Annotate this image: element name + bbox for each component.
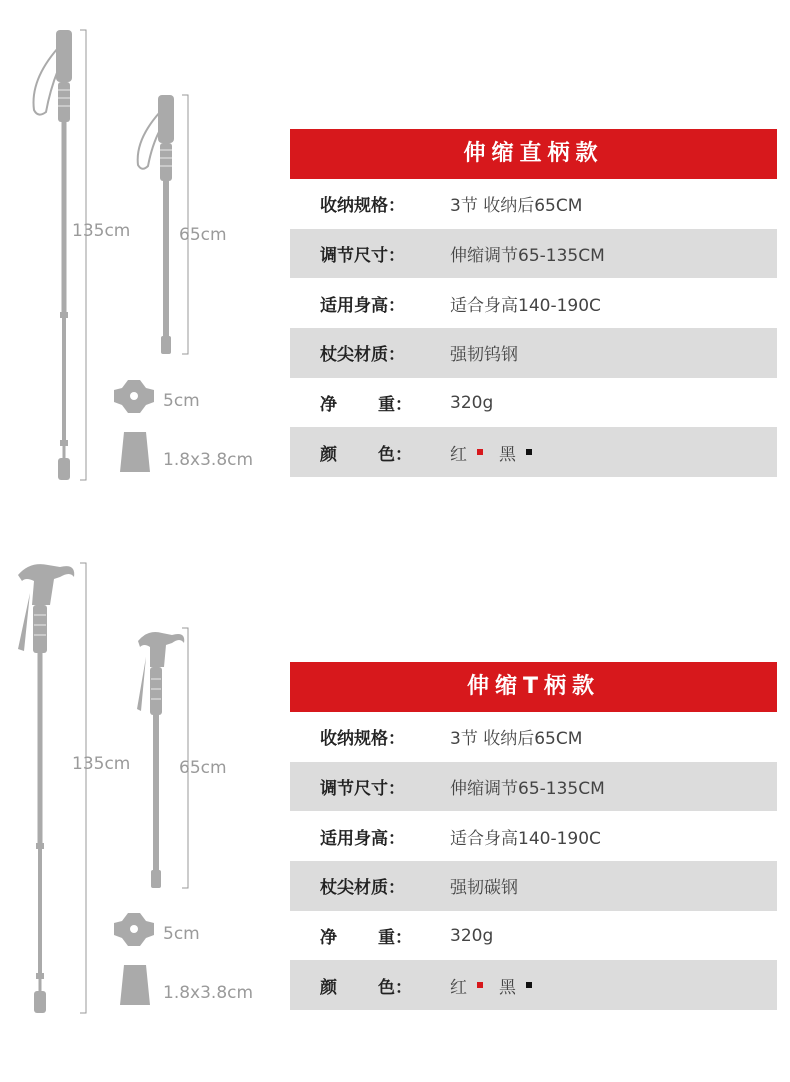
spec-row-colors [290,427,777,477]
full-length-label: 135cm [72,754,131,774]
spec-title: 伸缩直柄款 [290,129,777,179]
spec-row [290,328,777,378]
spec-key: 收纳规格： [320,196,405,217]
folded-length-label: 65cm [179,225,227,245]
full-length-label: 135cm [72,221,131,241]
color-options [420,440,548,465]
spec-row [290,179,777,229]
spec-row [290,378,777,428]
spec-key: 调节尺寸： [320,246,405,267]
spec-key: 调节尺寸： [320,779,405,800]
spec-key: 颜 色： [320,444,412,465]
folded-length-label: 65cm [179,758,227,778]
spec-value: 强韧碳钢 [450,878,518,899]
spec-value: 适合身高140-190C [450,828,601,849]
tip-size-label: 1.8x3.8cm [163,983,254,1003]
color-swatch-red [477,449,483,455]
spec-row [290,278,777,328]
spec-key: 适用身高： [320,828,405,849]
spec-row [290,811,777,861]
spec-row [290,762,777,812]
spec-value: 伸缩调节65-135CM [450,246,605,267]
color-swatch-black [526,449,532,455]
straight-pole-illustration [0,0,280,520]
spec-value: 伸缩调节65-135CM [450,779,605,800]
color-swatch-black [526,982,532,988]
spec-row [290,911,777,961]
color-options [420,973,548,998]
spec-value: 强韧钨钢 [450,345,518,366]
spec-key: 净 重： [320,928,412,949]
color-name-red: 红 [450,444,467,465]
basket-size-label: 5cm [163,924,200,944]
spec-row-colors [290,960,777,1010]
spec-value: 320g [450,925,494,946]
spec-table [290,129,777,477]
spec-value: 3节 收纳后65CM [450,196,583,217]
spec-key: 收纳规格： [320,729,405,750]
color-name-red: 红 [450,977,467,998]
t-handle-pole-illustration [0,533,280,1053]
spec-row [290,229,777,279]
spec-key: 净 重： [320,395,412,416]
color-name-black: 黑 [499,977,516,998]
spec-value: 适合身高140-190C [450,295,601,316]
spec-key: 颜 色： [320,977,412,998]
spec-key: 杖尖材质： [320,345,405,366]
basket-size-label: 5cm [163,391,200,411]
spec-title: 伸缩T柄款 [290,662,777,712]
spec-key: 杖尖材质： [320,878,405,899]
spec-value: 3节 收纳后65CM [450,729,583,750]
tip-size-label: 1.8x3.8cm [163,450,254,470]
spec-table [290,662,777,1010]
color-swatch-red [477,982,483,988]
spec-row [290,861,777,911]
spec-row [290,712,777,762]
color-name-black: 黑 [499,444,516,465]
spec-value: 320g [450,392,494,413]
product-straight [0,0,790,520]
product-t-handle [0,533,790,1053]
spec-key: 适用身高： [320,295,405,316]
